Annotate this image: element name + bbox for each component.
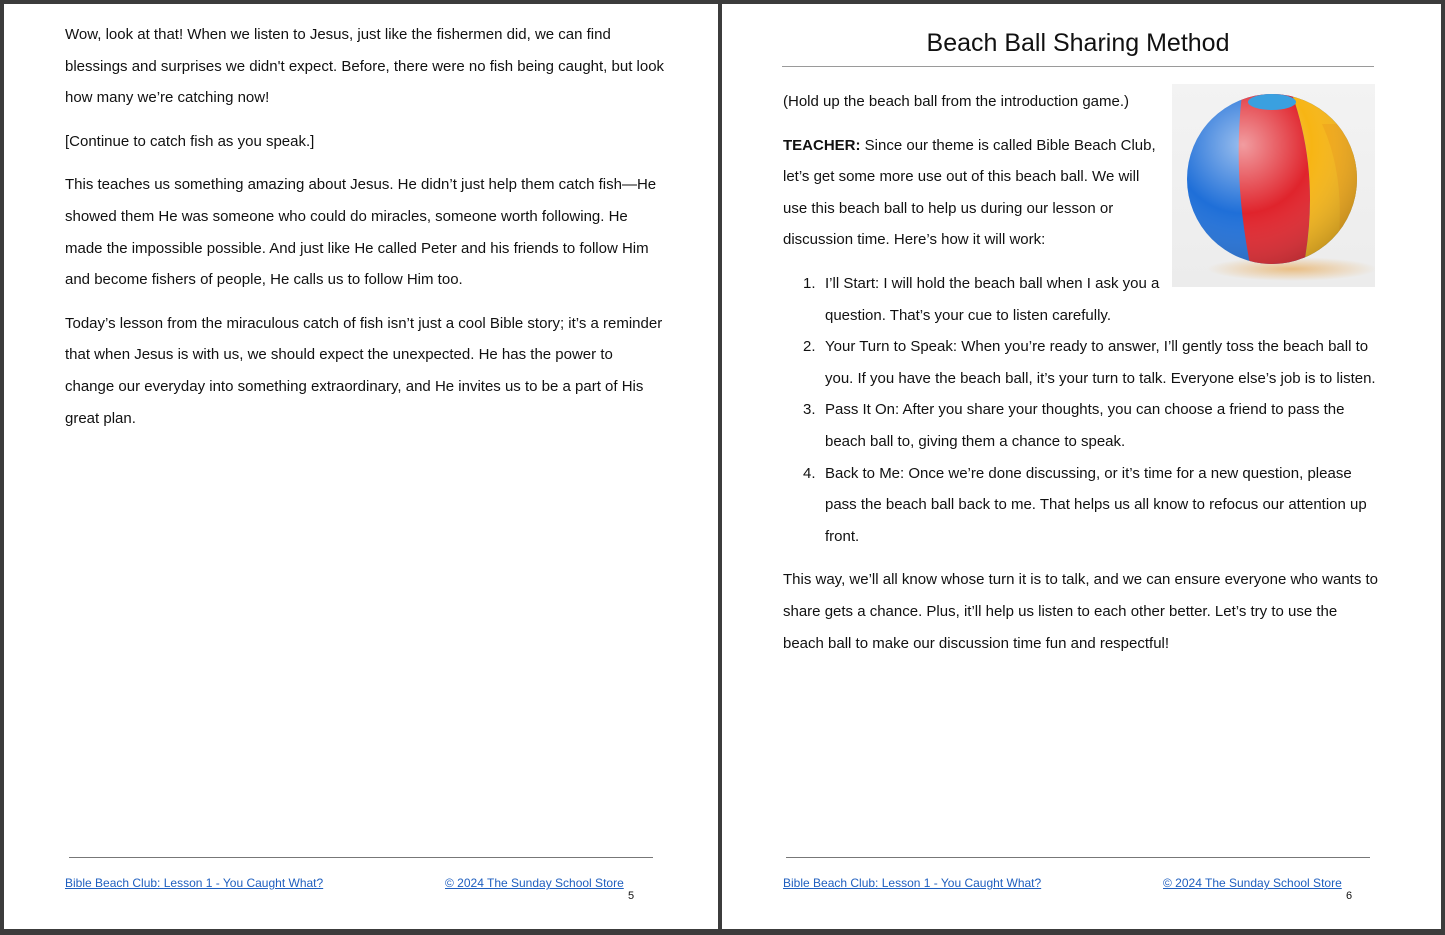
page-number: 6: [1346, 890, 1353, 902]
footer-copyright-link[interactable]: © 2024 The Sunday School Store: [1163, 876, 1342, 890]
list-item: [783, 331, 1378, 394]
list-number: 3.: [803, 401, 816, 419]
intro-text: (Hold up the beach ball from the introduction game.): [783, 93, 1130, 110]
left-body-text: [65, 19, 665, 446]
footer-divider: [786, 857, 1370, 858]
list-item: [783, 458, 1378, 553]
teacher-label: TEACHER:: [783, 136, 861, 154]
paragraph: Today’s lesson from the miraculous catch of fish isn’t just a cool Bible story; it’s a reminder that when Jesus is with us, we should expect the unexpected. He has the power to change our everyday into something extraordinary, and He invites us to be a part of His great plan.: [65, 314, 663, 427]
page-6: [722, 4, 1441, 929]
list-text: Your Turn to Speak: When you’re ready to answer, I’ll gently toss the beach ball to you. If you have the beach ball, it’s your turn to talk. Everyone else’s job is to listen.: [825, 338, 1376, 387]
list-number: 1.: [803, 274, 816, 292]
list-number: 2.: [803, 338, 816, 356]
paragraph: This teaches us something amazing about Jesus. He didn’t just help them catch fish—He showed them He was someone who could do miracles, someone worth following. He made the impossible possible. And just like He called Peter and his friends to follow Him and become fishers of people, He calls us to follow Him too.: [65, 176, 657, 289]
list-item: [783, 394, 1378, 457]
list-number: 4.: [803, 464, 816, 482]
page-number: 5: [628, 890, 635, 902]
teacher-text: Since our theme is called Bible Beach Club, let’s get some more use out of this beach ball. We will use this beach ball to help us during our lesson or discussion time. Here’s how it will work:: [783, 136, 1156, 249]
closing-paragraph: This way, we’ll all know whose turn it is to talk, and we can ensure everyone who wants to share gets a chance. Plus, it’ll help us listen to each other better. Let’s try to use the beach ball to make our discussion time fun and respectful!: [783, 571, 1379, 652]
list-text: Pass It On: After you share your thoughts, you can choose a friend to pass the beach ball to, giving them a chance to speak.: [825, 401, 1345, 450]
right-body-text: [783, 86, 1378, 671]
list-item: [783, 268, 1161, 331]
footer-lesson-link[interactable]: Bible Beach Club: Lesson 1 - You Caught What?: [783, 876, 1042, 890]
list-text: Back to Me: Once we’re done discussing, or it’s time for a new question, please pass the beach ball back to me. That helps us all know to refocus our attention up front.: [825, 464, 1367, 545]
page-5: [4, 4, 718, 929]
teacher-paragraph: [783, 130, 1161, 256]
paragraph: Wow, look at that! When we listen to Jesus, just like the fishermen did, we can find blessings and surprises we didn't expect. Before, there were no fish being caught, but look how many we’re catching now!: [65, 26, 665, 107]
list-text: I’ll Start: I will hold the beach ball when I ask you a question. That’s your cue to listen carefully.: [825, 274, 1160, 324]
steps-list: [783, 268, 1378, 552]
footer-divider: [69, 857, 653, 858]
title-divider: [782, 66, 1374, 67]
paragraph: [Continue to catch fish as you speak.]: [65, 132, 315, 150]
footer-copyright-link[interactable]: © 2024 The Sunday School Store: [445, 876, 624, 890]
footer-lesson-link[interactable]: Bible Beach Club: Lesson 1 - You Caught What?: [65, 876, 324, 890]
page-title: Beach Ball Sharing Method: [926, 29, 1230, 57]
